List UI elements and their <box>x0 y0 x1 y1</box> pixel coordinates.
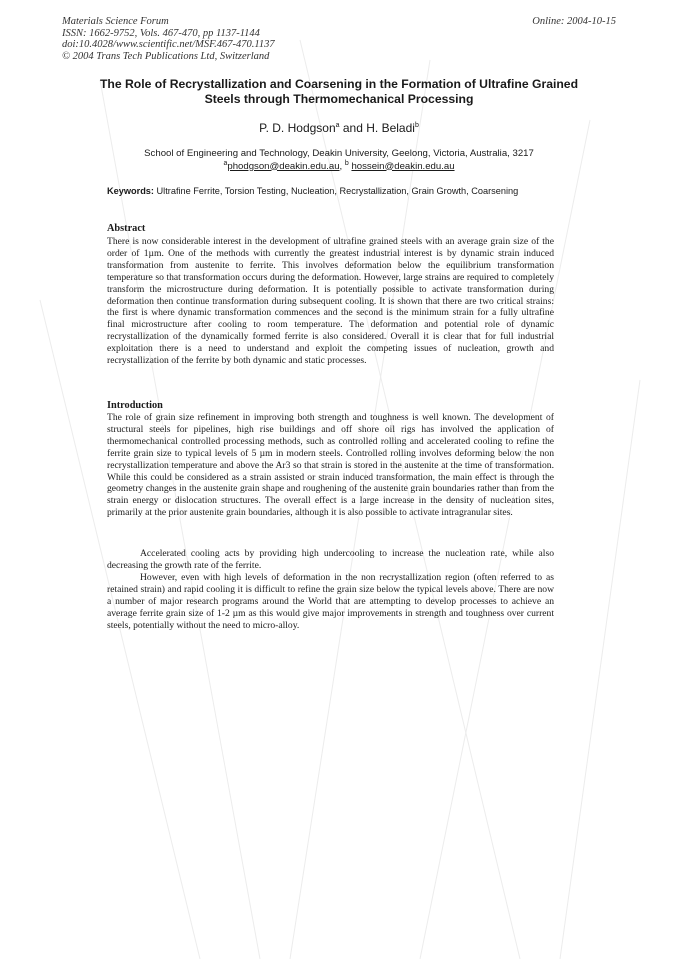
email-2-sup: b <box>344 159 349 167</box>
online-date: Online: 2004-10-15 <box>532 16 616 27</box>
copyright-line: © 2004 Trans Tech Publications Ltd, Switzerland <box>62 50 270 62</box>
affiliation <box>90 148 588 173</box>
intro-paragraph-3: However, even with high levels of deformation in the non recrystallization region (often referred to as retained strain) and rapid cooling it is difficult to refine the grain size below the typical levels above. There are now a number of major research programs around the World that are attempting to develop processes to achieve an average ferrite grain size of 1-2 µm as this would give major improvements in strength and toughness over current steels, potentially without the need to micro-alloy. <box>107 572 554 631</box>
intro-paragraph-1: The role of grain size refinement in improving both strength and toughness is well known. The development of structural steels for pipelines, high rise buildings and off shore oil rigs has involved the application of thermomechanical controlled processing methods, such as controlled rolling and accelerated cooling to refine the ferrite grain size to typical levels of 5 µm in modern steels. Controlled rolling involves deforming below the non recrystallization temperature and above the Ar3 so that strain is stored in the austenite at the time of transformation. While this could be considered as a strain assisted or strain induced transformation, the main effect is through the geometry changes in the austenite grain shape and roughening of the austenite grain boundaries rather than from the strain energy or dislocation structures. The overall effect is a large increase in the density of nucleation sites, primarily at the prior austenite grain boundaries, although it is also possible to activate intragranular sites. <box>107 412 554 519</box>
author-2: H. Beladi <box>366 121 415 135</box>
keywords <box>107 186 553 198</box>
intro-paragraph-2: Accelerated cooling acts by providing high undercooling to increase the nucleation rate, while also decreasing the growth rate of the ferrite. <box>107 548 554 571</box>
author-1-sup: a <box>335 122 340 129</box>
journal-name: Materials Science Forum <box>62 16 169 27</box>
author-connector: and <box>339 121 367 135</box>
email-1-sup: a <box>223 159 228 167</box>
journal-header <box>62 16 275 62</box>
keywords-label: Keywords: <box>107 186 154 196</box>
affiliation-emails <box>90 161 588 174</box>
introduction-heading: Introduction <box>107 400 163 411</box>
affiliation-address: School of Engineering and Technology, Deakin University, Geelong, Victoria, Australia, 3217 <box>144 148 534 159</box>
email-separator: , <box>339 160 345 172</box>
doi-line: doi:10.4028/www.scientific.net/MSF.467-470.1137 <box>62 39 275 50</box>
author-line <box>90 121 588 135</box>
email-2-link[interactable]: hossein@deakin.edu.au <box>351 160 455 172</box>
author-2-sup: b <box>414 122 419 129</box>
email-1-link[interactable]: phodgson@deakin.edu.au <box>227 160 340 172</box>
keywords-text: Ultrafine Ferrite, Torsion Testing, Nucleation, Recrystallization, Grain Growth, Coarsening <box>156 186 519 196</box>
paper-title: The Role of Recrystallization and Coarsening in the Formation of Ultrafine Grained Steels through Thermomechanical Processing <box>99 77 579 106</box>
issn-line: ISSN: 1662-9752, Vols. 467-470, pp 1137-1144 <box>62 27 260 39</box>
abstract-heading: Abstract <box>107 223 146 234</box>
abstract-text: There is now considerable interest in the development of ultrafine grained steels with an average grain size of the order of 1µm. One of the methods with currently the greatest industrial interest is by dynamic strain induced transformation from austenite to ferrite. This involves deformation below the equilibrium transformation temperature so that transformation occurs during the deformation. However, large strains are required to completely transform the microstructure during deformation. It is potentially possible to activate transformation during deformation then continue transformation during subsequent cooling. It is shown that there are two critical strains: the first is where dynamic transformation commences and the second is the minimum strain for a fully ultrafine final microstructure after cooling to room temperature. The deformation and potential role of dynamic recrystallization of the dynamically formed ferrite is also considered. Overall it is clear that for full industrial exploitation there is a need to understand and exploit the competing issues of nucleation, growth and recrystallization of the ferrite by both dynamic and static processes. <box>107 236 554 367</box>
author-1: P. D. Hodgson <box>259 121 336 135</box>
